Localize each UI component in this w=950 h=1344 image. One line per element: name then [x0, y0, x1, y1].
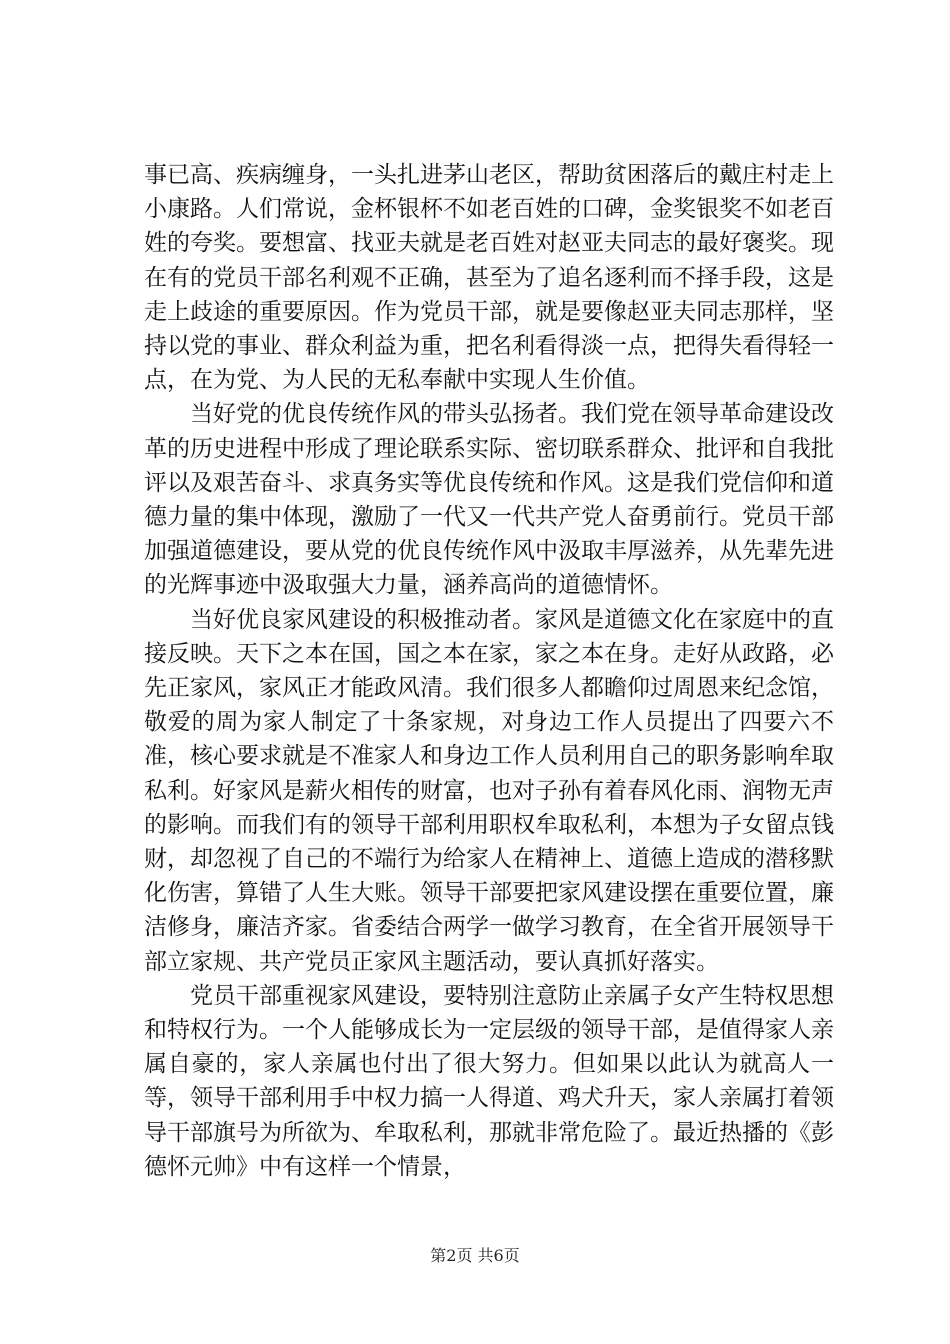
- document-body: [144, 158, 834, 1184]
- paragraph-2: 当好党的优良传统作风的带头弘扬者。我们党在领导革命建设改革的历史进程中形成了理论联系实际、密切联系群众、批评和自我批评以及艰苦奋斗、求真务实等优良传统和作风。这是我们党信仰和道德力量的集中体现，激励了一代又一代共产党人奋勇前行。党员干部加强道德建设，要从党的优良传统作风中汲取丰厚滋养，从先辈先进的光辉事迹中汲取强大力量，涵养高尚的道德情怀。: [144, 401, 834, 599]
- page-number-footer: 第2页 共6页: [430, 1246, 520, 1265]
- paragraph-4: 党员干部重视家风建设，要特别注意防止亲属子女产生特权思想和特权行为。一个人能够成长为一定层级的领导干部，是值得家人亲属自豪的，家人亲属也付出了很大努力。但如果以此认为就高人一等，领导干部利用手中权力搞一人得道、鸡犬升天，家人亲属打着领导干部旗号为所欲为、牟取私利，那就非常危险了。最近热播的《彭德怀元帅》中有这样一个情景，: [144, 982, 834, 1180]
- paragraph-3: 当好优良家风建设的积极推动者。家风是道德文化在家庭中的直接反映。天下之本在国，国之本在家，家之本在身。走好从政路，必先正家风，家风正才能政风清。我们很多人都瞻仰过周恩来纪念馆，敬爱的周为家人制定了十条家规，对身边工作人员提出了四要六不准，核心要求就是不准家人和身边工作人员利用自己的职务影响牟取私利。好家风是薪火相传的财富，也对子孙有着春风化雨、润物无声的影响。而我们有的领导干部利用职权牟取私利，本想为子女留点钱财，却忽视了自己的不端行为给家人在精神上、道德上造成的潜移默化伤害，算错了人生大账。领导干部要把家风建设摆在重要位置，廉洁修身，廉洁齐家。省委结合两学一做学习教育，在全省开展领导干部立家规、共产党员正家风主题活动，要认真抓好落实。: [144, 606, 834, 975]
- paragraph-1: 事已高、疾病缠身，一头扎进茅山老区，帮助贫困落后的戴庄村走上小康路。人们常说，金杯银杯不如老百姓的口碑，金奖银奖不如老百姓的夸奖。要想富、找亚夫就是老百姓对赵亚夫同志的最好褒奖。现在有的党员干部名利观不正确，甚至为了追名逐利而不择手段，这是走上歧途的重要原因。作为党员干部，就是要像赵亚夫同志那样，坚持以党的事业、群众利益为重，把名利看得淡一点，把得失看得轻一点，在为党、为人民的无私奉献中实现人生价值。: [144, 162, 834, 394]
